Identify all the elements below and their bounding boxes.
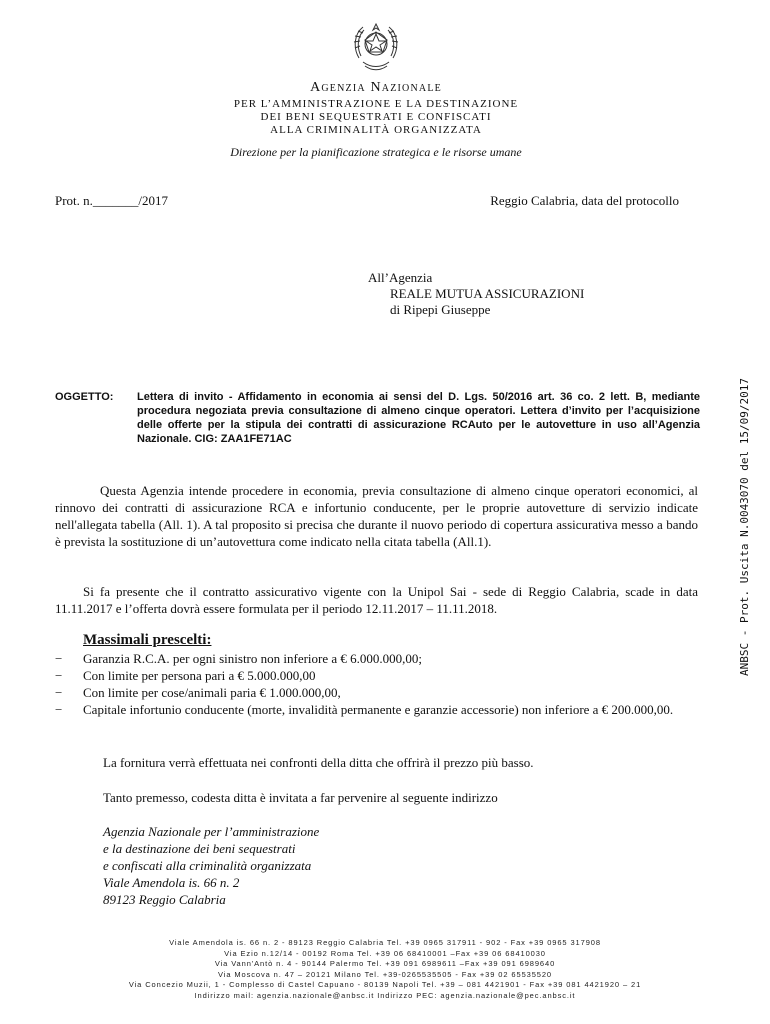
dash-bullet: −: [55, 702, 63, 717]
agency-name: Agenzia Nazionale: [310, 80, 442, 95]
list-item: [55, 684, 700, 701]
place-date: Reggio Calabria, data del protocollo: [490, 193, 679, 208]
recipient-company: REALE MUTUA ASSICURAZIONI: [390, 286, 585, 301]
dash-bullet: −: [55, 668, 63, 683]
footer-line: Viale Amendola is. 66 n. 2 - 89123 Reggio Calabria Tel. +39 0965 317911 - 902 - Fax +39 0965 317908: [169, 938, 601, 947]
address-line: e la destinazione dei beni sequestrati: [103, 841, 296, 856]
dash-bullet: −: [55, 685, 63, 700]
footer-line: Indirizzo mail: agenzia.nazionale@anbsc.it Indirizzo PEC: agenzia.nazionale@pec.anbsc.it: [194, 990, 576, 1000]
list-item-text: Con limite per cose/animali paria € 1.000.000,00,: [83, 685, 341, 700]
massimali-list: [55, 650, 700, 718]
body-paragraph: Tanto premesso, codesta ditta è invitata a far pervenire al seguente indirizzo: [103, 790, 498, 805]
footer-line: Via Concezio Muzii, 1 - Complesso di Castel Capuano - 80139 Napoli Tel. +39 – 081 4421901 - Fax +39 081 4421920 – 21: [128, 980, 642, 989]
recipient-person: di Ripepi Giuseppe: [390, 302, 491, 317]
agency-subtitle-line: PER L’AMMINISTRAZIONE E LA DESTINAZIONE: [233, 98, 519, 110]
address-line: Agenzia Nazionale per l’amministrazione: [103, 824, 320, 839]
department-name: Direzione per la pianificazione strategica e le risorse umane: [230, 145, 522, 159]
agency-subtitle-line: DEI BENI SEQUESTRATI E CONFISCATI: [260, 111, 492, 123]
dash-bullet: −: [55, 651, 63, 666]
subject-label: OGGETTO:: [55, 391, 114, 403]
subject-block: [55, 390, 700, 446]
delivery-address: [103, 823, 319, 908]
recipient-block: [368, 270, 584, 318]
agency-subtitle-line: ALLA CRIMINALITÀ ORGANIZZATA: [270, 124, 482, 136]
list-item-text: Capitale infortunio conducente (morte, invalidità permanente e garanzie accessorie) non inferiore a € 200.000,00.: [83, 702, 674, 717]
protocol-stamp: ANBSC - Prot. Uscita N.0043070 del 15/09/2017: [738, 377, 751, 676]
footer-line: Via Moscova n. 47 – 20121 Milano Tel. +39-0265535505 - Fax +39 02 65535520: [217, 969, 553, 979]
footer-line: Via Vann'Antò n. 4 - 90144 Palermo Tel. +39 091 6989611 –Fax +39 091 6989640: [214, 959, 556, 968]
address-line: e confiscati alla criminalità organizzata: [103, 858, 312, 873]
recipient-line: All’Agenzia: [368, 270, 433, 285]
body-paragraph: Si fa presente che il contratto assicurativo vigente con la Unipol Sai - sede di Reggio Calabria, scade in data 11.11.2017 e l’offerta dovrà essere formulata per il periodo 12.11.2017 – 11.11.2018.: [55, 584, 698, 616]
list-item: [55, 667, 700, 684]
footer-line: Via Ezio n.12/14 - 00192 Roma Tel. +39 06 68410001 –Fax +39 06 68410030: [224, 948, 546, 958]
list-item-text: Con limite per persona pari a € 5.000.000,00: [83, 668, 316, 683]
body-paragraph: La fornitura verrà effettuata nei confronti della ditta che offrirà il prezzo più basso.: [103, 755, 534, 770]
italian-republic-emblem-icon: [349, 18, 403, 76]
list-item: [55, 650, 700, 667]
body-paragraph: Questa Agenzia intende procedere in economia, previa consultazione di almeno cinque operatori economici, al rinnovo dei contratti di assicurazione RCA e infortunio conducente, per le proprie autovetture di servizio indicate nell'allegata tabella (All. 1). A tal proposito si precisa che durante il nuovo periodo di copertura assicurativa messo a bando è prevista la sostituzione di un’autovettura come indicato nella citata tabella (All.1).: [55, 483, 698, 549]
subject-text: Lettera di invito - Affidamento in economia ai sensi del D. Lgs. 50/2016 art. 36 co. 2 lett. B, mediante procedura negoziata previa consultazione di almeno cinque operatori. Lettera d’invito per l’acquisizione delle offerte per la stipula dei contratti di assicurazione RCAuto per le autovetture in uso all’Agenzia Nazionale. CIG: ZAA1FE71AC: [137, 391, 700, 445]
address-line: 89123 Reggio Calabria: [103, 892, 226, 907]
footer-contacts: [0, 938, 770, 1001]
list-item-text: Garanzia R.C.A. per ogni sinistro non inferiore a € 6.000.000,00;: [83, 651, 423, 666]
protocol-number: Prot. n._______/2017: [55, 193, 169, 208]
list-item: [55, 701, 700, 718]
address-line: Viale Amendola is. 66 n. 2: [103, 875, 240, 890]
massimali-heading: Massimali prescelti:: [83, 632, 212, 648]
